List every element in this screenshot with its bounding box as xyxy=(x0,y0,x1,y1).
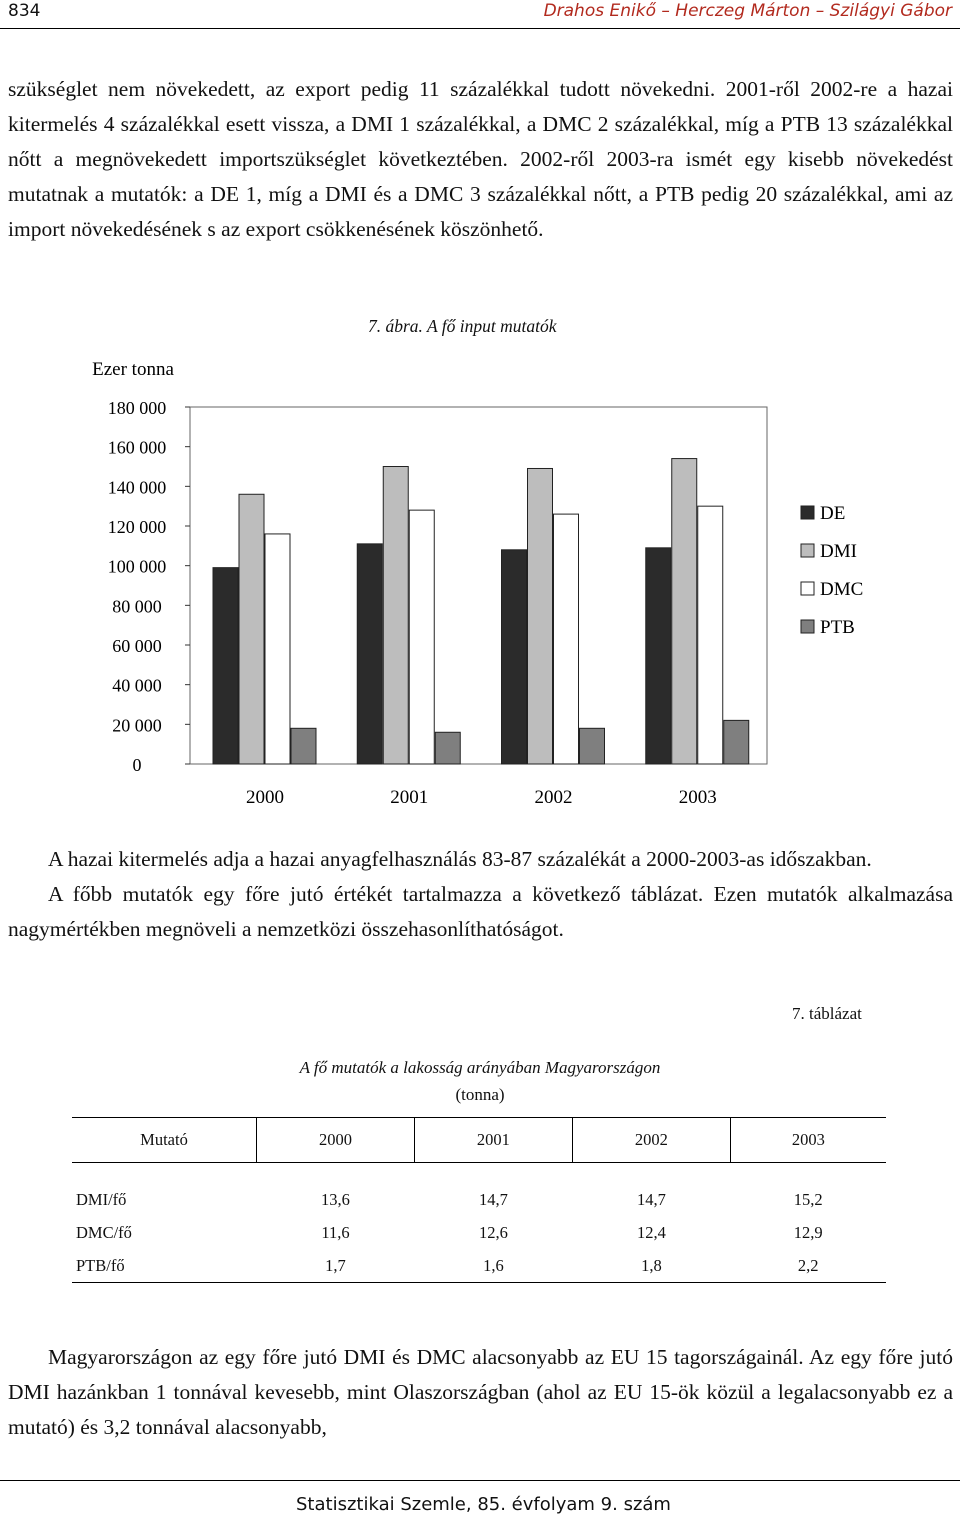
column-header: 2000 xyxy=(257,1118,415,1163)
table-row xyxy=(72,1249,886,1283)
bar-dmc-2003 xyxy=(698,506,723,764)
bar-ptb-2000 xyxy=(291,728,316,764)
legend-label-dmi: DMI xyxy=(820,541,857,562)
legend-swatch-dmc xyxy=(801,582,814,595)
table-cell: 2,2 xyxy=(730,1249,886,1283)
paragraph-2a: A hazai kitermelés adja a hazai anyagfelhasználás 83-87 százalékát a 2000-2003-as időszakban. xyxy=(48,847,872,871)
y-tick-label: 40 000 xyxy=(112,675,162,696)
journal-name: Statisztikai Szemle, 85. évfolyam 9. szám xyxy=(296,1494,671,1515)
table-cell: 11,6 xyxy=(321,1222,350,1242)
table-number: 7. táblázat xyxy=(792,1004,862,1023)
x-tick-label: 2003 xyxy=(678,787,717,808)
table-cell: 1,8 xyxy=(572,1249,730,1283)
table-cell: 13,6 xyxy=(321,1189,350,1209)
table-unit: (tonna) xyxy=(455,1085,505,1104)
y-tick-label: 160 000 xyxy=(107,437,167,458)
legend-swatch-de xyxy=(801,506,814,519)
page-footer xyxy=(0,1480,960,1524)
table-cell: 14,7 xyxy=(636,1189,666,1209)
bar-dmi-2000 xyxy=(239,494,264,764)
bar-de-2003 xyxy=(646,548,671,764)
bar-de-2002 xyxy=(502,550,527,764)
column-header: 2003 xyxy=(730,1118,886,1163)
bar-dmi-2003 xyxy=(672,459,697,764)
paragraph-2b: A főbb mutatók egy főre jutó értékét tartalmazza a következő táblázat. Ezen mutatók alkalmazása nagymértékben megnöveli a nemzetközi összehasonlíthatóságot. xyxy=(8,882,953,941)
bar-ptb-2001 xyxy=(435,732,460,764)
legend-label-de: DE xyxy=(820,503,846,524)
y-tick-label: 60 000 xyxy=(112,636,162,656)
table-cell: 1,7 xyxy=(257,1249,415,1283)
table-cell: 1,6 xyxy=(414,1249,572,1283)
legend-label-dmc: DMC xyxy=(820,579,864,600)
data-table xyxy=(72,1117,886,1283)
table-caption xyxy=(230,1054,730,1108)
legend-label-ptb: PTB xyxy=(820,617,855,638)
bar-dmc-2000 xyxy=(265,534,290,764)
x-tick-label: 2001 xyxy=(390,787,429,808)
table-cell: 14,7 xyxy=(478,1189,508,1209)
table-row xyxy=(72,1216,886,1249)
y-tick-label: 80 000 xyxy=(112,596,162,617)
y-axis-label: Ezer tonna xyxy=(92,359,174,380)
bar-de-2001 xyxy=(357,544,382,764)
table-cell: 12,6 xyxy=(478,1222,508,1242)
bar-dmi-2001 xyxy=(383,467,408,765)
paragraph-1: szükséglet nem növekedett, az export pedig 11 százalékkal tudott növekedni. 2001-ről 2002-re a hazai kitermelés 4 százalékkal esett vissza, a DMI 1 százalékkal, a DMC 2 százalékkal, míg a PTB 13 százalékkal nőtt a megnövekedett importszükséglet következtében. 2002-ről 2003-ra ismét egy kisebb növekedést mutatnak a mutatók: a DE 1, míg a DMI és a DMC 3 százalékkal nőtt, a PTB pedig 20 százalékkal, ami az import növekedésének s az export csökkenésének köszönhető. xyxy=(8,77,953,241)
bar-ptb-2002 xyxy=(580,728,605,764)
paragraph-2 xyxy=(8,842,953,947)
y-tick-label: 20 000 xyxy=(112,715,162,736)
header-authors: Drahos Enikő – Herczeg Márton – Szilágyi Gábor xyxy=(543,1,952,21)
legend-swatch-dmi xyxy=(801,544,814,557)
bar-dmc-2001 xyxy=(409,510,434,764)
x-tick-label: 2000 xyxy=(246,787,284,808)
bar-dmc-2002 xyxy=(554,514,579,764)
y-tick-label: 140 000 xyxy=(107,477,167,498)
y-tick-label: 120 000 xyxy=(107,517,167,537)
table-header-row xyxy=(72,1118,886,1163)
page-number: 834 xyxy=(8,1,41,21)
running-header xyxy=(0,0,960,29)
table-cell: 15,2 xyxy=(793,1189,823,1209)
table-cell: 12,9 xyxy=(793,1222,823,1242)
paragraph-3: Magyarországon az egy főre jutó DMI és DMC alacsonyabb az EU 15 tagországainál. Az egy főre jutó DMI hazánkban 1 tonnával kevesebb, mint Olaszországban (ahol az EU 15-ök közül a legalacsonyabb ez a mutató) és 3,2 tonnával alacsonyabb, xyxy=(8,1345,953,1439)
row-label: DMI/fő xyxy=(76,1189,127,1209)
y-tick-label: 100 000 xyxy=(107,556,167,577)
y-tick-label: 180 000 xyxy=(107,398,167,418)
y-tick-label: 0 xyxy=(132,755,142,775)
table-cell: 12,4 xyxy=(636,1222,666,1242)
bar-chart xyxy=(0,350,960,820)
bar-de-2000 xyxy=(213,568,238,764)
table-row xyxy=(72,1163,886,1217)
table-title: A fő mutatók a lakosság arányában Magyarországon xyxy=(299,1058,661,1077)
row-label: DMC/fő xyxy=(76,1222,132,1242)
row-label: PTB/fő xyxy=(72,1249,257,1283)
column-header: Mutató xyxy=(72,1118,257,1163)
x-tick-label: 2002 xyxy=(534,787,573,808)
column-header: 2002 xyxy=(572,1118,730,1163)
column-header: 2001 xyxy=(414,1118,572,1163)
legend-swatch-ptb xyxy=(801,620,814,633)
bar-ptb-2003 xyxy=(724,720,749,764)
bar-dmi-2002 xyxy=(528,468,553,764)
figure-caption: 7. ábra. A fő input mutatók xyxy=(368,316,557,336)
